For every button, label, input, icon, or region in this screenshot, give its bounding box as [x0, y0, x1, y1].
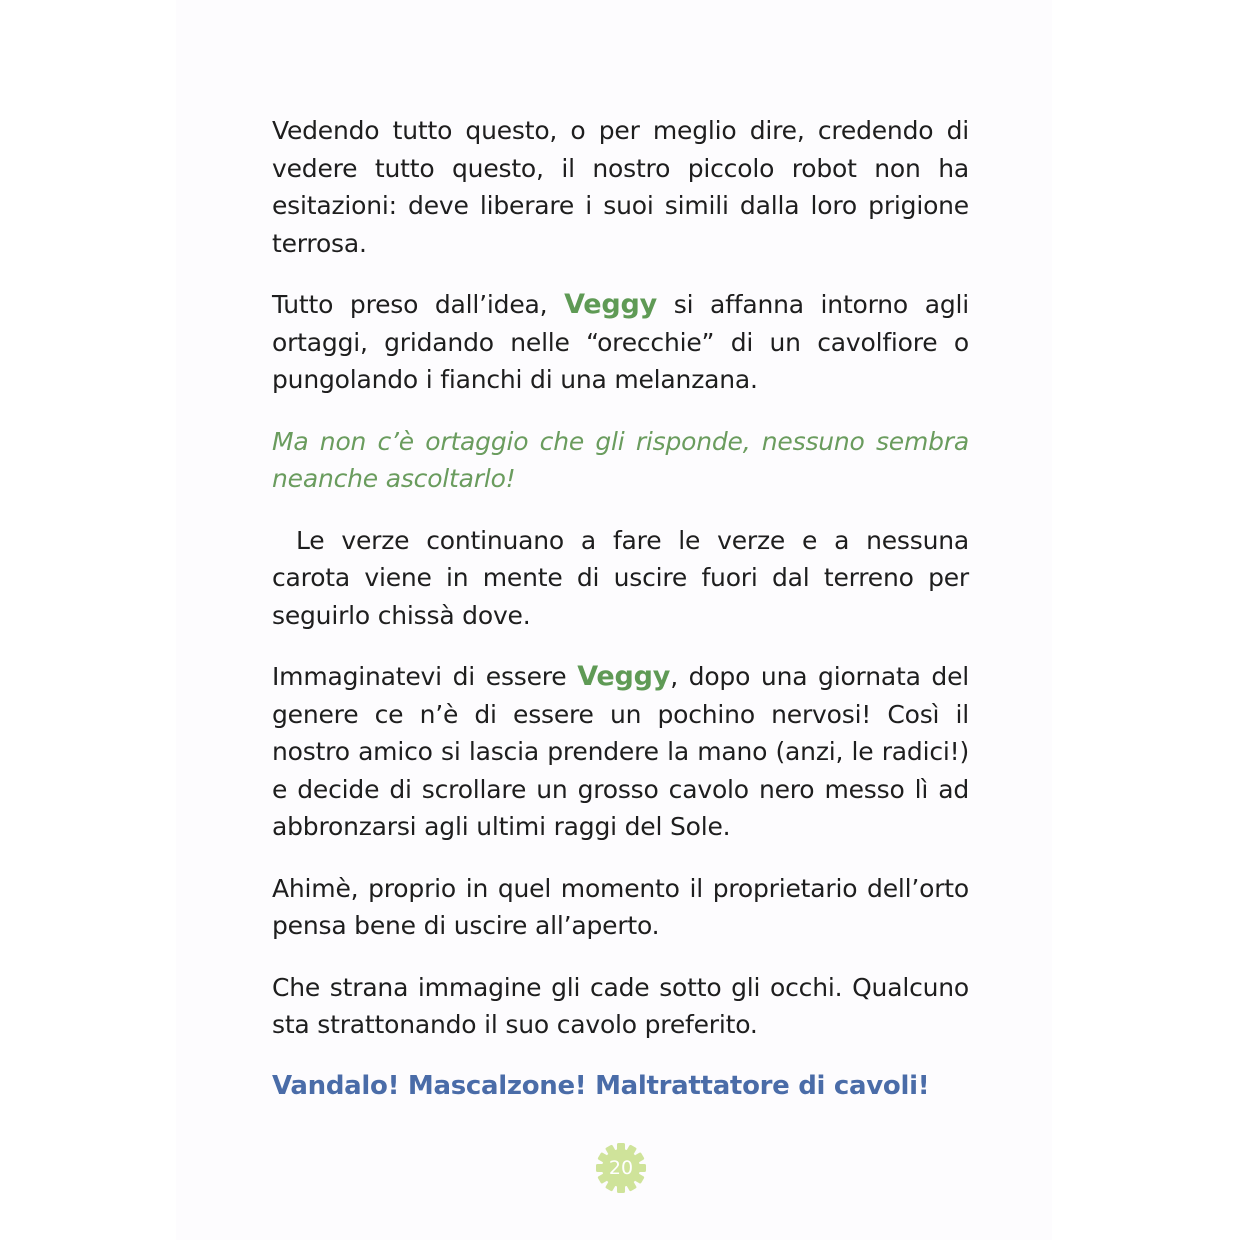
paragraph-2-start: Tutto preso dall’idea, [272, 290, 565, 319]
paragraph-3-italic: Ma non c’è ortaggio che gli risponde, nessuno sembra neanche ascoltarlo! [272, 426, 969, 493]
exclamation-line: Vandalo! Mascalzone! Maltrattatore di cavoli! [272, 1070, 930, 1101]
page-number-badge [595, 1142, 647, 1194]
character-name-veggy: Veggy [564, 289, 658, 320]
paragraph-1: Vedendo tutto questo, o per meglio dire, credendo di vedere tutto questo, il nostro piccolo robot non ha esitazioni: deve liberare i suoi simili dalla loro prigione terrosa. [272, 116, 969, 258]
paragraph-5 [272, 658, 969, 846]
paragraph-2 [272, 286, 969, 399]
paragraph-5-end: , dopo una giornata del genere ce n’è di essere un pochino nervosi! Così il nostro amico si lascia prendere la mano (anzi, le radici!) e decide di scrollare un grosso cavolo nero messo lì ad abbronzarsi agli ultimi raggi del Sole. [272, 662, 969, 841]
paragraph-2-end: si affanna intorno agli ortaggi, gridando nelle “orecchie” di un cavolfiore o pungolando i fianchi di una melanzana. [272, 290, 969, 394]
character-name-veggy-2: Veggy [577, 661, 671, 692]
story-text [272, 112, 969, 1105]
paragraph-7: Che strana immagine gli cade sotto gli occhi. Qualcuno sta strattonando il suo cavolo preferito. [272, 972, 969, 1039]
paragraph-4: Le verze continuano a fare le verze e a nessuna carota viene in mente di uscire fuori dal terreno per seguirlo chissà dove. [272, 525, 969, 630]
page-number: 20 [608, 1157, 634, 1179]
paragraph-6: Ahimè, proprio in quel momento il proprietario dell’orto pensa bene di uscire all’aperto. [272, 873, 969, 940]
paragraph-5-start: Immaginatevi di essere [272, 662, 578, 691]
